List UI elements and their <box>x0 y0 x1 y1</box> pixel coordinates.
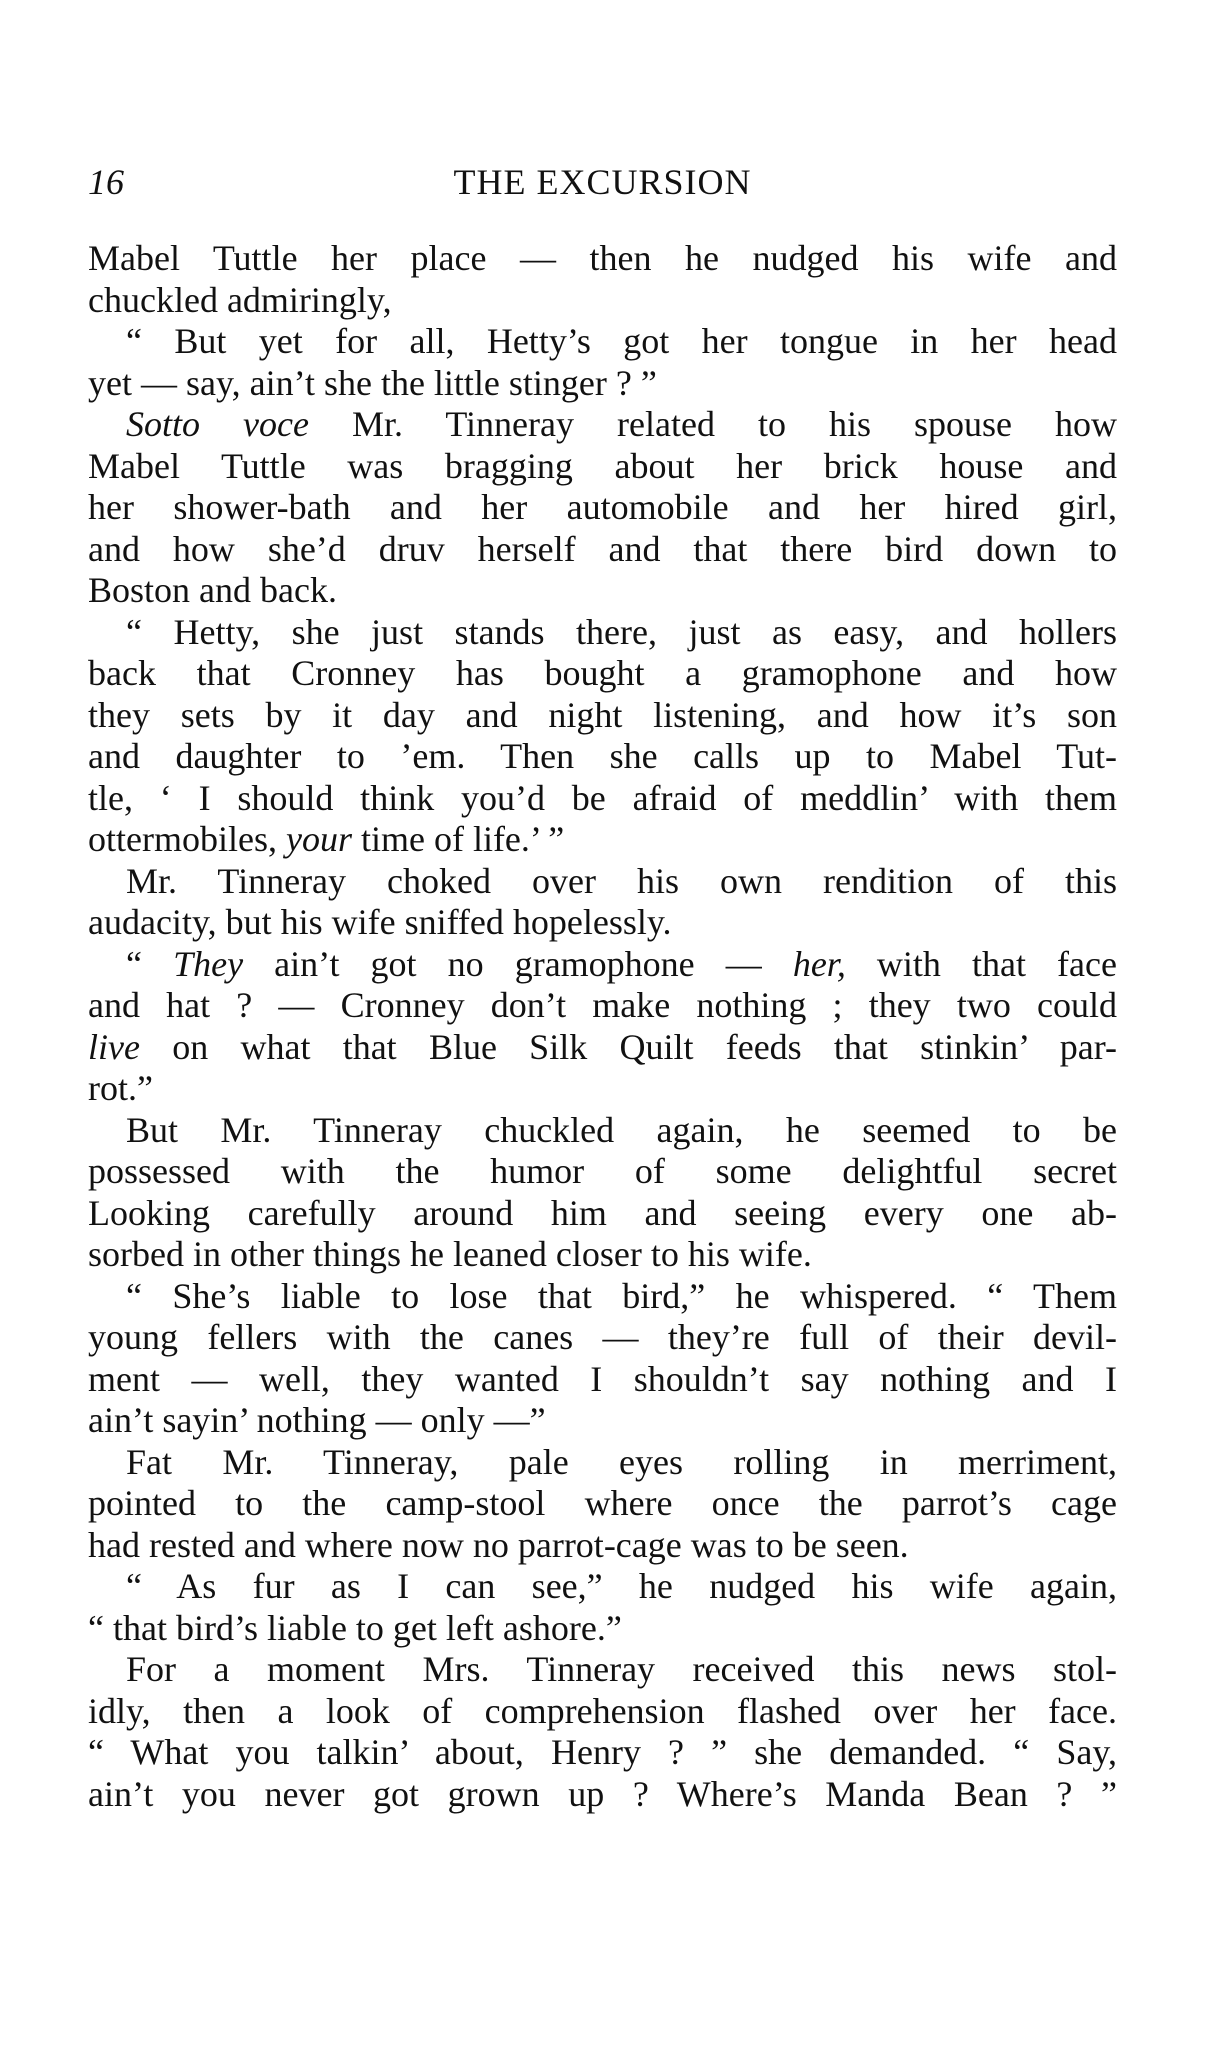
text-segment: Mabel Tuttle was bragging about her brick house and <box>88 445 1117 486</box>
text-line <box>88 404 1117 446</box>
text-segment: “ <box>126 943 174 984</box>
text-segment: rot.” <box>88 1068 153 1108</box>
page-number: 16 <box>88 162 124 202</box>
text-segment: ottermobiles, <box>88 819 286 859</box>
text-line <box>88 1608 1117 1650</box>
text-line <box>88 1234 1117 1276</box>
text-line <box>88 736 1117 778</box>
text-segment: and daughter to ’em. Then she calls up to Mabel Tut- <box>88 736 1117 776</box>
body-text <box>88 238 1117 1815</box>
text-line <box>88 695 1117 737</box>
text-line <box>88 861 1117 903</box>
text-segment: had rested and where now no parrot-cage was to be seen. <box>88 1524 909 1565</box>
text-line <box>88 1068 1117 1110</box>
text-line <box>88 1691 1117 1733</box>
text-segment: “ What you talkin’ about, Henry ? ” she demanded. “ Say, <box>88 1732 1117 1772</box>
page-header <box>88 160 1117 204</box>
text-line <box>88 321 1117 363</box>
text-segment: her shower-bath and her automobile and her hired girl, <box>88 487 1117 527</box>
text-line <box>88 902 1117 944</box>
text-segment: young fellers with the canes — they’re full of their devil- <box>88 1317 1117 1357</box>
text-line <box>88 363 1117 405</box>
text-segment: “ that bird’s liable to get left ashore.” <box>88 1607 622 1648</box>
text-segment: time of life.’ ” <box>351 819 565 859</box>
text-segment: pointed to the camp-stool where once the parrot’s cage <box>88 1483 1117 1523</box>
text-line <box>88 1774 1117 1816</box>
text-segment: ain’t sayin’ nothing — only —” <box>88 1400 546 1440</box>
text-line <box>88 1525 1117 1567</box>
text-segment: and how she’d druv herself and that there bird down to <box>88 528 1117 569</box>
text-segment: tle, ‘ I should think you’d be afraid of meddlin’ with them <box>88 777 1117 818</box>
text-segment: and hat ? — Cronney don’t make nothing ; they two could <box>88 985 1117 1025</box>
text-line <box>88 238 1117 280</box>
text-segment: “ But yet for all, Hetty’s got her tongue in her head <box>126 321 1117 361</box>
text-segment: chuckled admiringly, <box>88 279 392 320</box>
text-line <box>88 1027 1117 1069</box>
text-line <box>88 529 1117 571</box>
text-line <box>88 1400 1117 1442</box>
text-line <box>88 280 1117 322</box>
text-line <box>88 1110 1117 1152</box>
text-line <box>88 985 1117 1027</box>
text-segment: possessed with the humor of some delightful secret <box>88 1151 1117 1191</box>
running-title: THE EXCURSION <box>453 162 752 202</box>
text-line <box>88 1317 1117 1359</box>
text-segment: ain’t got no gramophone — <box>243 943 793 984</box>
text-segment: Mr. Tinneray choked over his own rendition of this <box>126 860 1117 901</box>
text-segment: back that Cronney has bought a gramophone and how <box>88 653 1117 693</box>
text-line <box>88 1732 1117 1774</box>
text-line <box>88 653 1117 695</box>
text-segment: Mabel Tuttle her place — then he nudged his wife and <box>88 238 1117 278</box>
text-line <box>88 487 1117 529</box>
text-line <box>88 1649 1117 1691</box>
italic-text: live <box>88 1026 140 1067</box>
text-segment: sorbed in other things he leaned closer to his wife. <box>88 1234 812 1274</box>
text-segment: audacity, but his wife sniffed hopelessly. <box>88 902 672 942</box>
text-line <box>88 612 1117 654</box>
text-line <box>88 1193 1117 1235</box>
text-segment: yet — say, ain’t she the little stinger ? ” <box>88 362 657 403</box>
text-segment: Mr. Tinneray related to his spouse how <box>308 404 1117 444</box>
text-segment: idly, then a look of comprehension flashed over her face. <box>88 1690 1117 1731</box>
text-segment: “ Hetty, she just stands there, just as easy, and hollers <box>126 611 1117 652</box>
text-segment: Looking carefully around him and seeing every one ab- <box>88 1192 1117 1233</box>
text-segment: they sets by it day and night listening, and how it’s son <box>88 694 1117 735</box>
italic-text: Sotto voce <box>126 404 309 444</box>
text-line <box>88 1566 1117 1608</box>
text-segment: “ As fur as I can see,” he nudged his wife again, <box>126 1566 1117 1606</box>
text-line <box>88 778 1117 820</box>
text-line <box>88 1151 1117 1193</box>
text-segment: with that face <box>845 943 1117 984</box>
italic-text: They <box>173 943 244 984</box>
text-segment: ment — well, they wanted I shouldn’t say nothing and I <box>88 1358 1117 1399</box>
text-segment: on what that Blue Silk Quilt feeds that stinkin’ par- <box>139 1026 1117 1067</box>
text-line <box>88 819 1117 861</box>
italic-text: your <box>285 819 352 859</box>
text-line <box>88 446 1117 488</box>
text-line <box>88 944 1117 986</box>
text-line <box>88 1442 1117 1484</box>
text-line <box>88 570 1117 612</box>
text-segment: Boston and back. <box>88 570 337 610</box>
text-segment: ain’t you never got grown up ? Where’s Manda Bean ? ” <box>88 1773 1117 1814</box>
text-line <box>88 1483 1117 1525</box>
text-segment: “ She’s liable to lose that bird,” he whispered. “ Them <box>126 1275 1117 1316</box>
text-line <box>88 1276 1117 1318</box>
text-line <box>88 1359 1117 1401</box>
text-segment: But Mr. Tinneray chuckled again, he seemed to be <box>126 1109 1117 1150</box>
text-segment: Fat Mr. Tinneray, pale eyes rolling in merriment, <box>126 1441 1117 1482</box>
text-segment: For a moment Mrs. Tinneray received this news stol- <box>126 1649 1117 1689</box>
italic-text: her, <box>792 943 846 984</box>
